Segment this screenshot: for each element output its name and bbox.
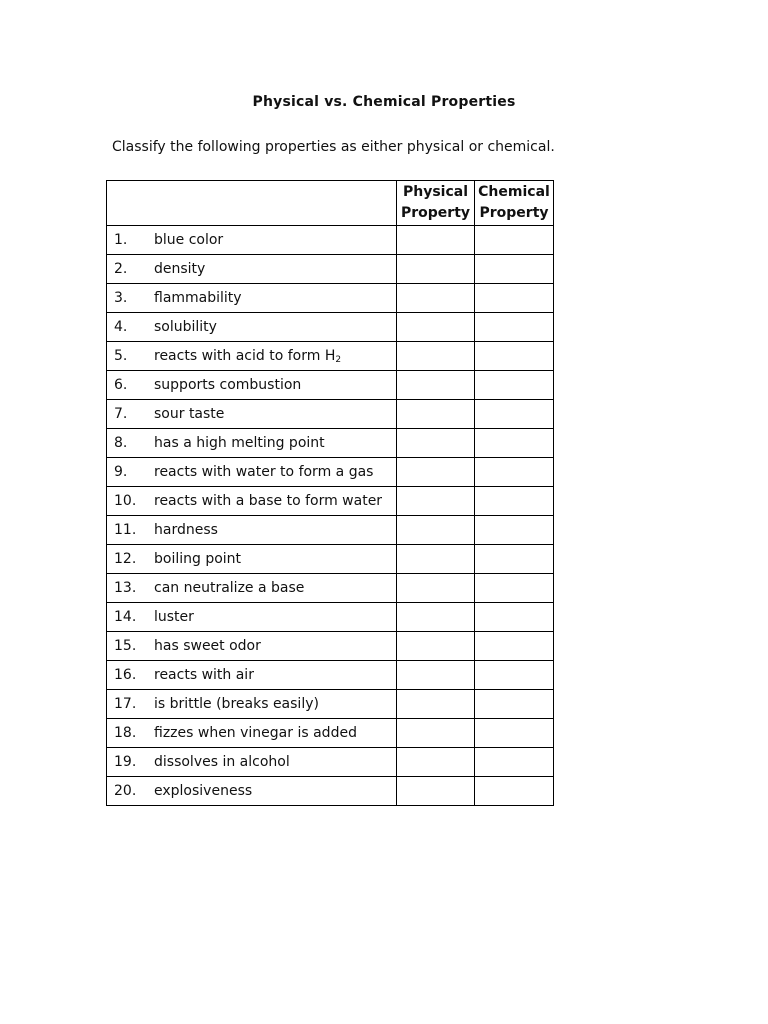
- physical-answer-cell[interactable]: [397, 487, 475, 516]
- row-number: 14.: [114, 609, 137, 625]
- row-number: 2.: [114, 261, 128, 277]
- row-number: 6.: [114, 377, 128, 393]
- table-row: [107, 777, 554, 806]
- row-number: 4.: [114, 319, 128, 335]
- row-number: 5.: [114, 347, 128, 364]
- property-text: luster: [154, 609, 194, 625]
- chemical-answer-cell[interactable]: [475, 719, 554, 748]
- physical-answer-cell[interactable]: [397, 226, 475, 255]
- instructions: Classify the following properties as either physical or chemical.: [112, 139, 555, 155]
- physical-answer-cell[interactable]: [397, 429, 475, 458]
- row-number: 15.: [114, 638, 137, 654]
- table-row: [107, 313, 554, 342]
- physical-answer-cell[interactable]: [397, 661, 475, 690]
- physical-answer-cell[interactable]: [397, 719, 475, 748]
- chemical-answer-cell[interactable]: [475, 342, 554, 371]
- table-row: [107, 574, 554, 603]
- physical-answer-cell[interactable]: [397, 284, 475, 313]
- physical-answer-cell[interactable]: [397, 603, 475, 632]
- property-cell: [107, 284, 397, 313]
- physical-answer-cell[interactable]: [397, 255, 475, 284]
- property-text: solubility: [154, 319, 217, 335]
- property-cell: [107, 400, 397, 429]
- chemical-answer-cell[interactable]: [475, 313, 554, 342]
- property-cell: [107, 690, 397, 719]
- row-number: 10.: [114, 493, 137, 509]
- physical-answer-cell[interactable]: [397, 313, 475, 342]
- row-number: 11.: [114, 522, 137, 538]
- page-title: Physical vs. Chemical Properties: [252, 94, 516, 110]
- table-row: [107, 284, 554, 313]
- chemical-answer-cell[interactable]: [475, 226, 554, 255]
- physical-answer-cell[interactable]: [397, 545, 475, 574]
- row-number: 8.: [114, 435, 128, 451]
- physical-answer-cell[interactable]: [397, 574, 475, 603]
- property-cell: [107, 603, 397, 632]
- property-text: density: [154, 261, 206, 277]
- row-number: 17.: [114, 696, 137, 712]
- chemical-answer-cell[interactable]: [475, 371, 554, 400]
- chemical-answer-cell[interactable]: [475, 255, 554, 284]
- property-text: has a high melting point: [154, 435, 325, 451]
- table-row: [107, 400, 554, 429]
- property-text: can neutralize a base: [154, 580, 305, 596]
- property-text: reacts with acid to form H: [154, 347, 336, 364]
- property-text: explosiveness: [154, 783, 253, 799]
- physical-answer-cell[interactable]: [397, 371, 475, 400]
- chemical-answer-cell[interactable]: [475, 603, 554, 632]
- chemical-answer-cell[interactable]: [475, 574, 554, 603]
- property-text: dissolves in alcohol: [154, 754, 290, 770]
- table-row: [107, 487, 554, 516]
- physical-answer-cell[interactable]: [397, 777, 475, 806]
- property-text: is brittle (breaks easily): [154, 696, 319, 712]
- property-text: flammability: [154, 290, 242, 306]
- table-row: [107, 632, 554, 661]
- property-cell: [107, 226, 397, 255]
- table-row: [107, 429, 554, 458]
- header-physical-property: [397, 181, 475, 226]
- subscript: 2: [335, 354, 342, 365]
- property-cell: [107, 371, 397, 400]
- header-physical-line1: Physical: [402, 184, 469, 200]
- chemical-answer-cell[interactable]: [475, 284, 554, 313]
- row-number: 3.: [114, 290, 128, 306]
- table-row: [107, 603, 554, 632]
- header-blank-cell: [107, 181, 397, 226]
- property-cell: [107, 632, 397, 661]
- table-row: [107, 719, 554, 748]
- chemical-answer-cell[interactable]: [475, 487, 554, 516]
- property-cell: [107, 748, 397, 777]
- chemical-answer-cell[interactable]: [475, 458, 554, 487]
- property-text: reacts with air: [154, 667, 254, 683]
- property-cell: [107, 487, 397, 516]
- row-number: 18.: [114, 725, 137, 741]
- physical-answer-cell[interactable]: [397, 458, 475, 487]
- row-number: 9.: [114, 464, 128, 480]
- chemical-answer-cell[interactable]: [475, 748, 554, 777]
- row-number: 1.: [114, 232, 128, 248]
- property-text: reacts with a base to form water: [154, 493, 383, 509]
- physical-answer-cell[interactable]: [397, 400, 475, 429]
- physical-answer-cell[interactable]: [397, 516, 475, 545]
- property-text: blue color: [154, 232, 224, 248]
- property-cell: [107, 429, 397, 458]
- row-number: 16.: [114, 667, 137, 683]
- table-row: [107, 458, 554, 487]
- table-header-row: [107, 181, 554, 226]
- properties-table: [106, 180, 554, 806]
- property-cell: [107, 574, 397, 603]
- row-number: 13.: [114, 580, 137, 596]
- property-cell: [107, 342, 397, 371]
- chemical-answer-cell[interactable]: [475, 400, 554, 429]
- physical-answer-cell[interactable]: [397, 690, 475, 719]
- property-cell: [107, 545, 397, 574]
- chemical-answer-cell[interactable]: [475, 632, 554, 661]
- property-cell: [107, 661, 397, 690]
- property-cell: [107, 255, 397, 284]
- table-row: [107, 255, 554, 284]
- chemical-answer-cell[interactable]: [475, 516, 554, 545]
- property-text: supports combustion: [154, 377, 302, 393]
- row-number: 7.: [114, 406, 128, 422]
- table-row: [107, 690, 554, 719]
- table-row: [107, 371, 554, 400]
- property-cell: [107, 458, 397, 487]
- property-cell: [107, 516, 397, 545]
- header-chemical-line1: Chemical: [478, 184, 550, 200]
- row-number: 12.: [114, 551, 137, 567]
- property-text: has sweet odor: [154, 638, 261, 654]
- chemical-answer-cell[interactable]: [475, 777, 554, 806]
- physical-answer-cell[interactable]: [397, 748, 475, 777]
- property-text: sour taste: [154, 406, 225, 422]
- table-row: [107, 226, 554, 255]
- property-text: reacts with water to form a gas: [154, 464, 374, 480]
- property-text: fizzes when vinegar is added: [154, 725, 357, 741]
- header-physical-line2: Property: [400, 205, 471, 221]
- chemical-answer-cell[interactable]: [475, 661, 554, 690]
- chemical-answer-cell[interactable]: [475, 429, 554, 458]
- table-row: [107, 516, 554, 545]
- chemical-answer-cell[interactable]: [475, 545, 554, 574]
- property-cell: [107, 313, 397, 342]
- physical-answer-cell[interactable]: [397, 342, 475, 371]
- table-row: [107, 748, 554, 777]
- row-number: 20.: [114, 783, 137, 799]
- property-cell: [107, 719, 397, 748]
- header-chemical-line2: Property: [479, 205, 549, 221]
- row-number: 19.: [114, 754, 137, 770]
- table-row: [107, 661, 554, 690]
- property-cell: [107, 777, 397, 806]
- header-chemical-property: [475, 181, 554, 226]
- property-text: hardness: [154, 522, 218, 538]
- table-row: [107, 342, 554, 371]
- physical-answer-cell[interactable]: [397, 632, 475, 661]
- table-row: [107, 545, 554, 574]
- chemical-answer-cell[interactable]: [475, 690, 554, 719]
- property-text: boiling point: [154, 551, 242, 567]
